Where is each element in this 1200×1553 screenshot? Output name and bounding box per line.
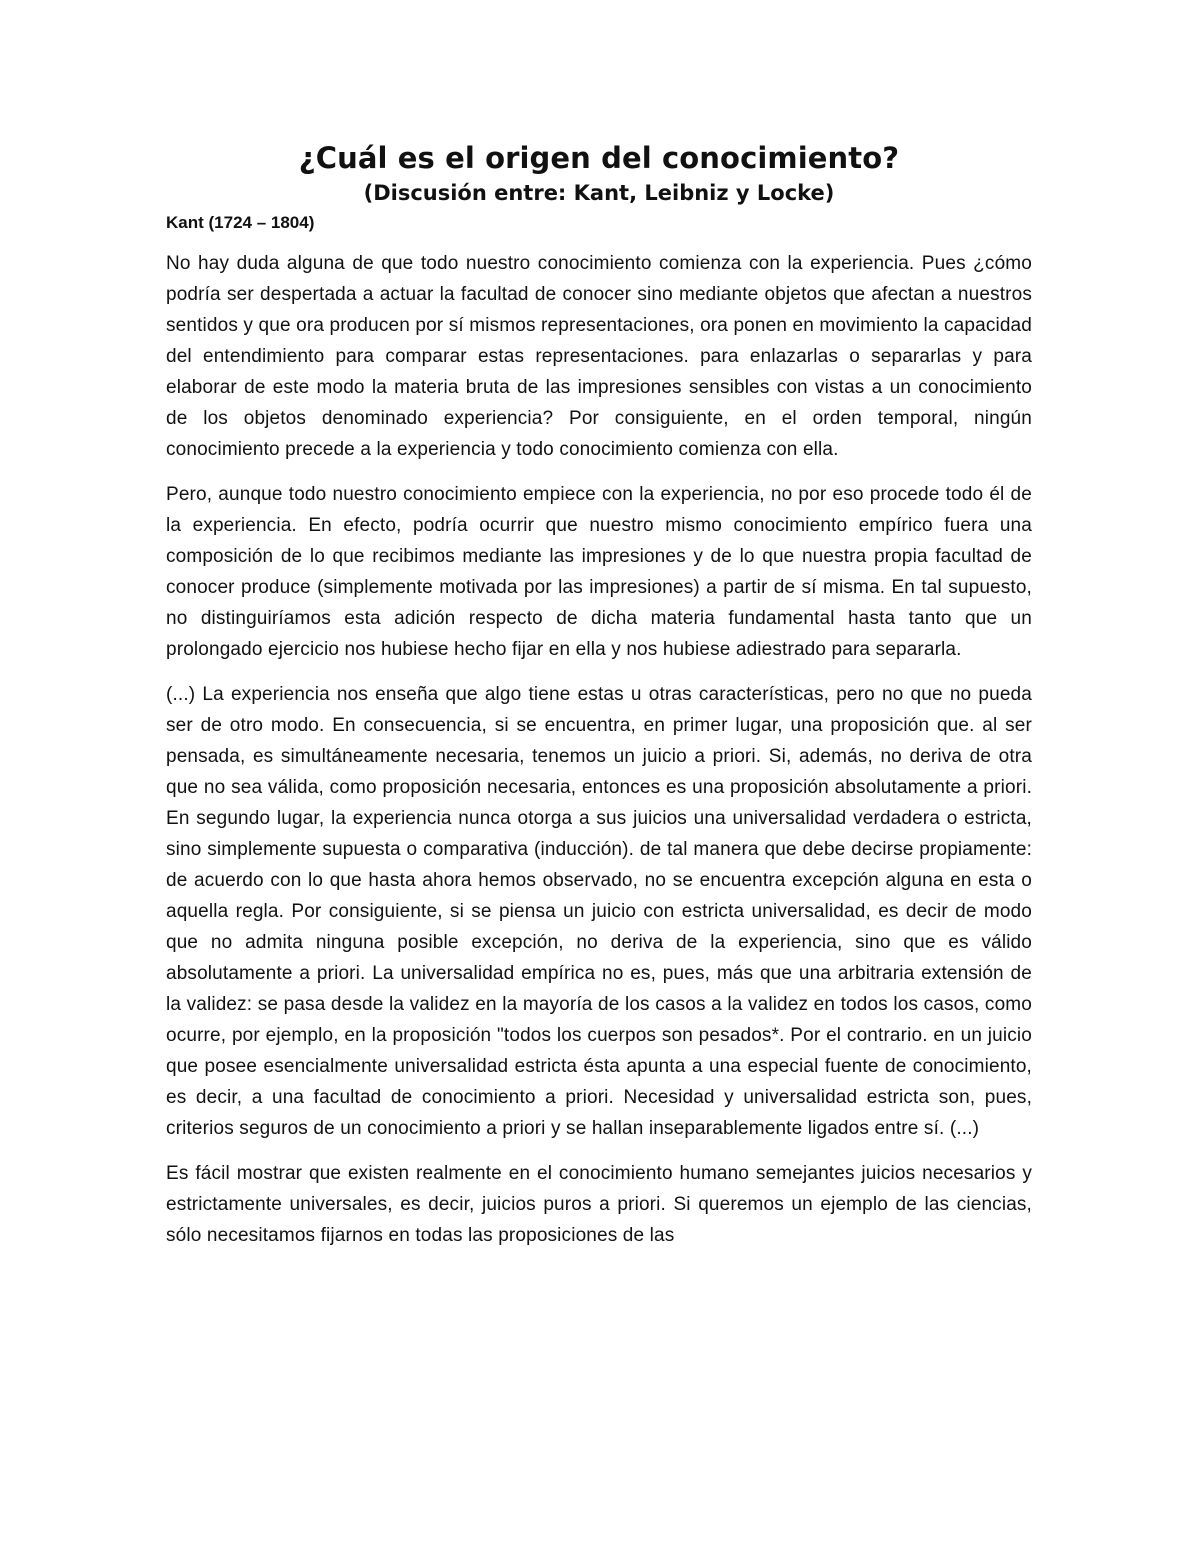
paragraph: Es fácil mostrar que existen realmente en el conocimiento humano semejantes juicios necesarios y estrictamente universales, es decir, juicios puros a priori. Si queremos un ejemplo de las ciencias, sólo necesitamos fijarnos en todas las proposiciones de las <box>166 1163 1032 1246</box>
paragraph: No hay duda alguna de que todo nuestro conocimiento comienza con la experiencia. Pues ¿cómo podría ser despertada a actuar la facultad de conocer sino mediante objetos que afectan a nuestros sentidos y que ora producen por sí mismos representaciones, ora ponen en movimiento la capacidad del entendimiento para comparar estas representaciones. para enlazarlas o separarlas y para elaborar de este modo la materia bruta de las impresiones sensibles con vistas a un conocimiento de los objetos denominado experiencia? Por consiguiente, en el orden temporal, ningún conocimiento precede a la experiencia y todo conocimiento comienza con ella. <box>166 253 1032 460</box>
document-subtitle: (Discusión entre: Kant, Leibniz y Locke) <box>363 181 835 205</box>
author-heading: Kant (1724 – 1804) <box>166 213 315 232</box>
paragraph: (...) La experiencia nos enseña que algo tiene estas u otras características, pero no que no pueda ser de otro modo. En consecuencia, si se encuentra, en primer lugar, una proposición que. al ser pensada, es simultáneamente necesaria, tenemos un juicio a priori. Si, además, no deriva de otra que no sea válida, como proposición necesaria, entonces es una proposición absolutamente a priori. En segundo lugar, la experiencia nunca otorga a sus juicios una universalidad verdadera o estricta, sino simplemente supuesta o comparativa (inducción). de tal manera que debe decirse propiamente: de acuerdo con lo que hasta ahora hemos observado, no se encuentra excepción alguna en esta o aquella regla. Por consiguiente, si se piensa un juicio con estricta universalidad, es decir de modo que no admita ninguna posible excepción, no deriva de la experiencia, sino que es válido absolutamente a priori. La universalidad empírica no es, pues, más que una arbitraria extensión de la validez: se pasa desde la validez en la mayoría de los casos a la validez en todos los casos, como ocurre, por ejemplo, en la proposición "todos los cuerpos son pesados*. Por el contrario. en un juicio que posee esencialmente universalidad estricta ésta apunta a una especial fuente de conocimiento, es decir, a una facultad de conocimiento a priori. Necesidad y universalidad estricta son, pues, criterios seguros de un conocimiento a priori y se hallan inseparablemente ligados entre sí. (...) <box>166 684 1032 1139</box>
document-title: ¿Cuál es el origen del conocimiento? <box>298 141 900 175</box>
document-body <box>166 138 1032 1251</box>
paragraph: Pero, aunque todo nuestro conocimiento empiece con la experiencia, no por eso procede todo él de la experiencia. En efecto, podría ocurrir que nuestro mismo conocimiento empírico fuera una composición de lo que recibimos mediante las impresiones y de lo que nuestra propia facultad de conocer produce (simplemente motivada por las impresiones) a partir de sí misma. En tal supuesto, no distinguiríamos esta adición respecto de dicha materia fundamental hasta tanto que un prolongado ejercicio nos hubiese hecho fijar en ella y nos hubiese adiestrado para separarla. <box>166 484 1032 660</box>
